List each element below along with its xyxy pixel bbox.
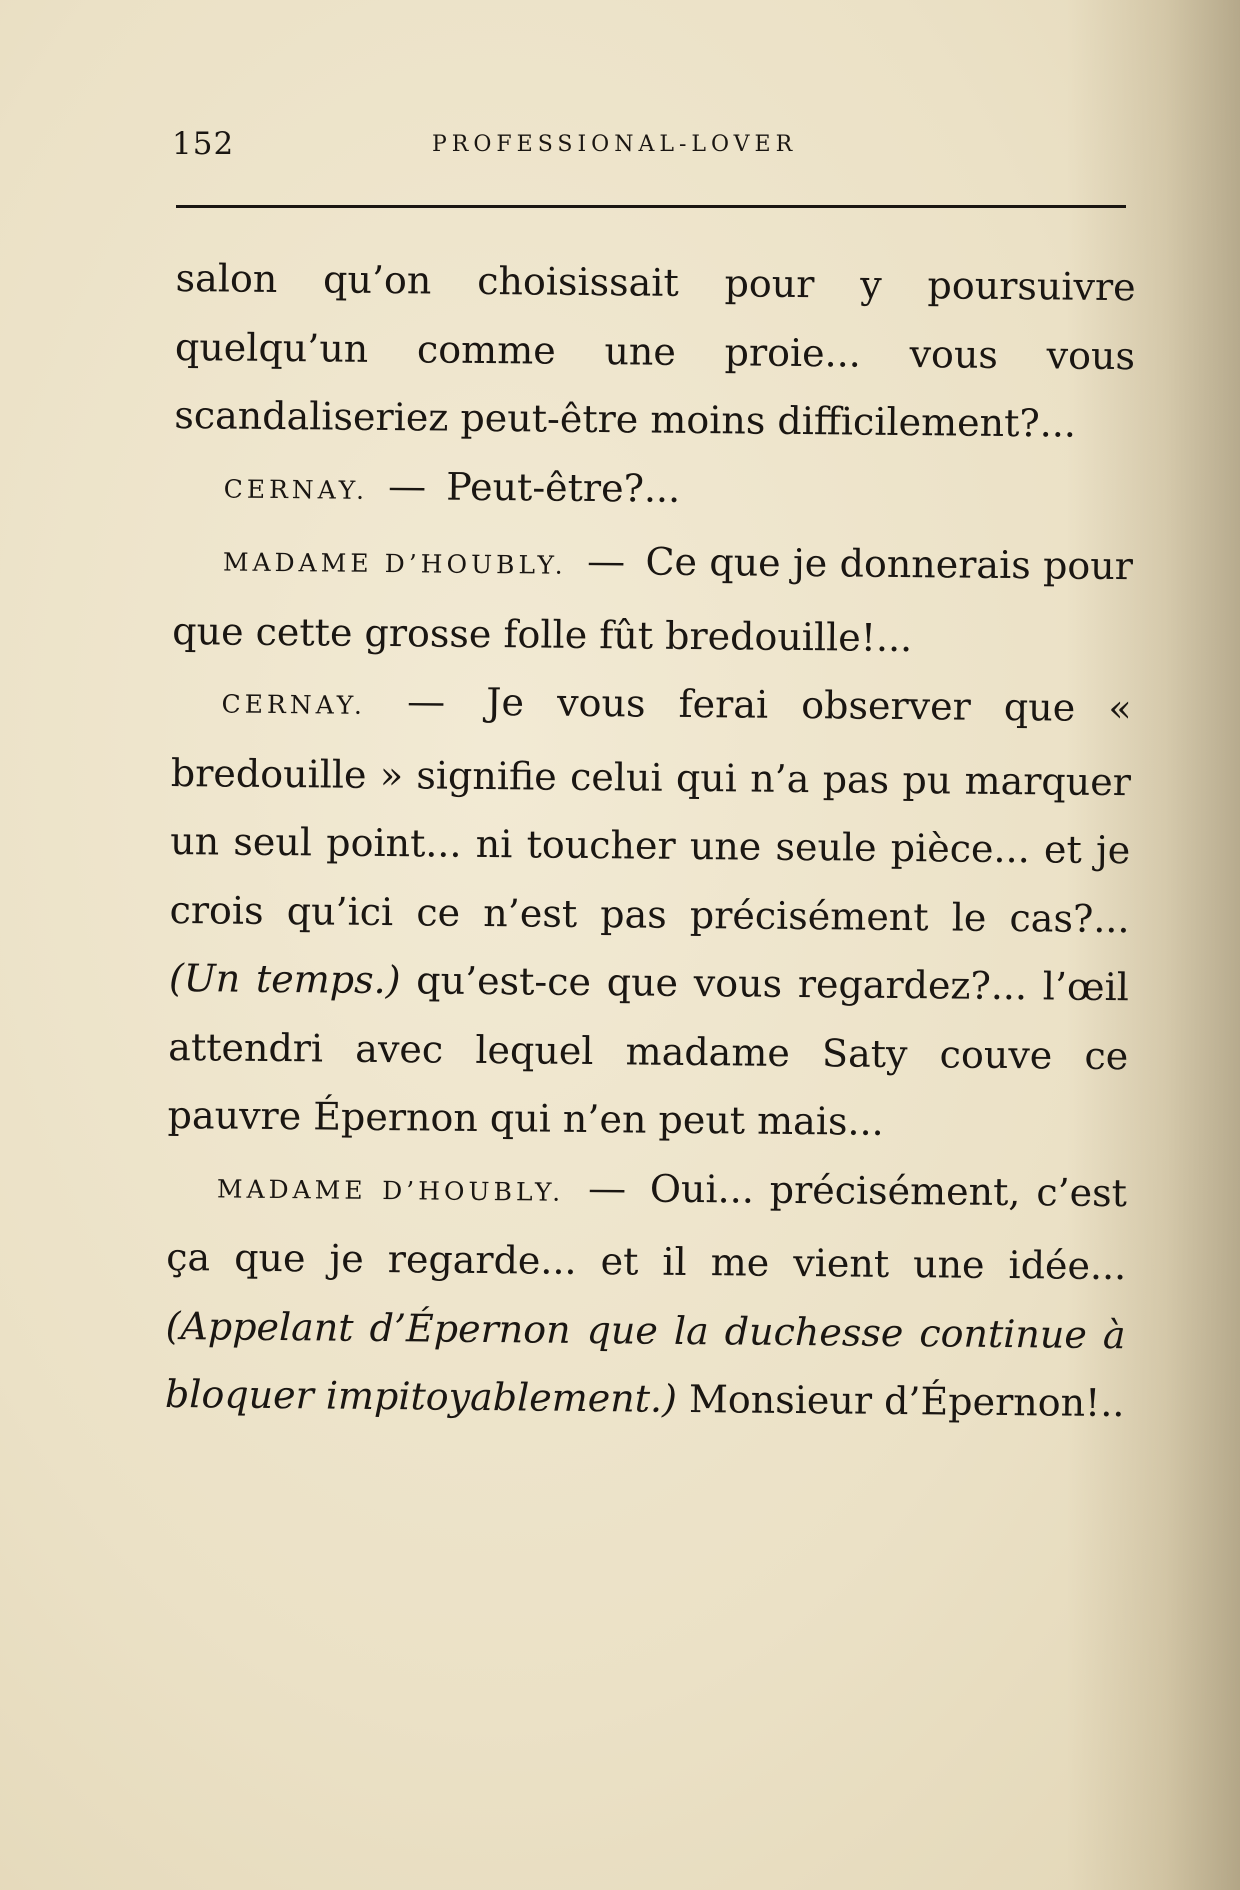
stage-direction: (Appelant d’Épernon que la duchesse continue à bloquer impitoyablement.) — [164, 1303, 1126, 1421]
paragraph-continuation — [174, 244, 1136, 459]
speaker-name: CERNAY. — [223, 473, 369, 505]
dialogue-text: Peut-être?... — [446, 464, 681, 511]
header-rule — [176, 205, 1126, 208]
stage-direction: (Un temps.) — [168, 955, 401, 1003]
dialogue-text: Ce que je donnerais pour que cette grosse folle fût bredouille!... — [172, 539, 1134, 660]
running-title: PROFESSIONAL-LOVER — [432, 132, 798, 157]
em-dash: — — [587, 1165, 627, 1210]
dialogue-line — [167, 665, 1132, 1159]
em-dash: — — [586, 538, 626, 584]
body-text — [165, 244, 1136, 1438]
speaker-name: MADAME D’HOUBLY. — [222, 547, 567, 580]
em-dash: — — [406, 679, 446, 724]
speaker-name: CERNAY. — [221, 689, 367, 720]
page-number: 152 — [172, 126, 235, 162]
dialogue-line — [173, 449, 1134, 532]
dialogue-text: Je vous ferai observer que « bredouille » signifie celui qui n’a pas pu marquer un seul point... ni toucher une seule pièce... et je crois qu’ici ce n’est pas précisément le cas?... — [169, 680, 1132, 941]
dialogue-text: Oui... précisément, c’est ça que je regarde... et il me vient une idée... — [166, 1166, 1128, 1289]
paragraph-text: salon qu’on choisissait pour y poursuivre quelqu’un comme une proie... vous vous scandaliseriez peut-être moins difficilement?... — [174, 255, 1136, 446]
page-header — [172, 126, 1132, 170]
dialogue-line — [172, 523, 1133, 674]
dialogue-line — [165, 1149, 1128, 1437]
dialogue-text: Monsieur d’Épernon!.. — [688, 1376, 1125, 1426]
speaker-name: MADAME D’HOUBLY. — [216, 1173, 565, 1207]
em-dash: — — [387, 463, 427, 508]
dialogue-text: qu’est-ce que vous regardez?... l’œil attendri avec lequel madame Saty couve ce pauvre Épernon qui n’en peut mais... — [167, 958, 1130, 1144]
